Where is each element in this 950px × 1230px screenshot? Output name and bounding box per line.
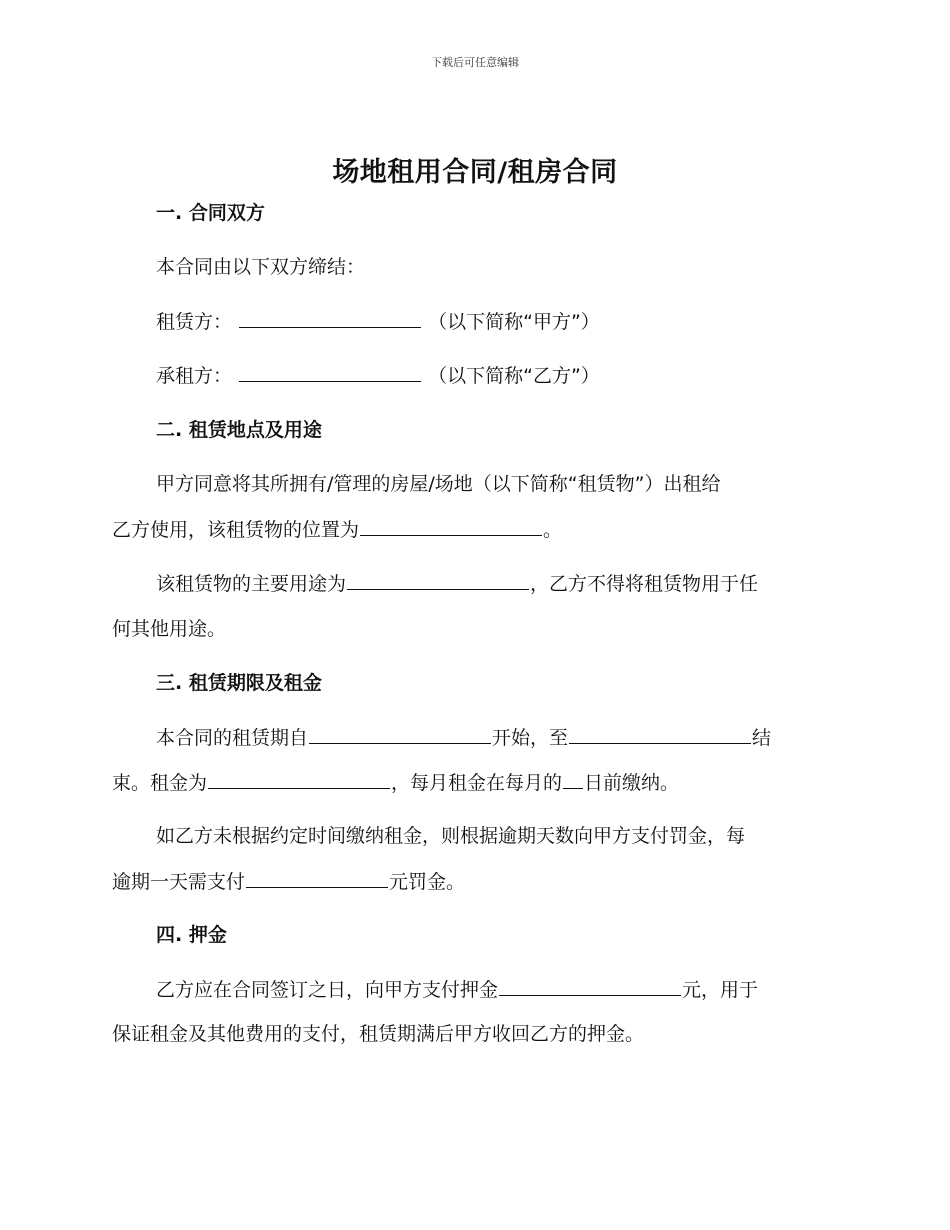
location-label: 乙方使用，该租赁物的位置为 (112, 519, 360, 541)
section-1-intro: 本合同由以下双方缔结： (156, 256, 366, 278)
lessor-suffix: （以下简称“甲方”） (428, 311, 600, 333)
header-note: 下载后可任意编辑 (431, 56, 519, 69)
lessee-label: 承租方： (156, 365, 233, 387)
section-4-heading: 四. 押金 (156, 924, 227, 946)
deposit-blank[interactable] (499, 976, 681, 996)
deposit-label: 乙方应在合同签订之日，向甲方支付押金 (156, 979, 499, 1001)
term-to-label: 开始，至 (492, 727, 569, 749)
penalty-blank[interactable] (246, 868, 388, 888)
lessee-line (156, 362, 886, 389)
section-3-heading: 三. 租赁期限及租金 (156, 672, 322, 694)
location-end: 。 (543, 519, 563, 541)
term-end-label: 结 (752, 727, 772, 749)
rent-due-end: 日前缴纳。 (584, 772, 680, 794)
section-4-p1-line2: 保证租金及其他费用的支付，租赁期满后甲方收回乙方的押金。 (112, 1023, 645, 1045)
lessor-name-blank[interactable] (239, 308, 421, 328)
term-start-label: 本合同的租赁期自 (156, 727, 309, 749)
lessor-label: 租赁方： (156, 311, 233, 333)
document-title: 场地租用合同/租房合同 (332, 157, 618, 188)
penalty-label: 逾期一天需支付 (112, 871, 246, 893)
lessee-suffix: （以下简称“乙方”） (428, 365, 600, 387)
term-start-blank[interactable] (309, 724, 491, 744)
section-3-p1-line2 (112, 769, 842, 796)
section-2-p1-line1: 甲方同意将其所拥有/管理的房屋/场地（以下简称“租赁物”）出租给 (156, 473, 721, 495)
rent-due-label: ，每月租金在每月的 (391, 772, 563, 794)
rent-label: 束。租金为 (112, 772, 208, 794)
usage-restriction: ，乙方不得将租赁物用于任 (530, 573, 759, 595)
deposit-end: 元，用于 (682, 979, 759, 1001)
section-3-p2-line1: 如乙方未根据约定时间缴纳租金，则根据逾期天数向甲方支付罚金，每 (156, 825, 746, 847)
section-2-p2-line1 (156, 570, 886, 597)
usage-label: 该租赁物的主要用途为 (156, 573, 347, 595)
section-3-p2-line2 (112, 868, 842, 895)
rent-amount-blank[interactable] (208, 769, 390, 789)
lessee-name-blank[interactable] (239, 362, 421, 382)
lessor-line (156, 308, 886, 335)
section-4-p1-line1 (156, 976, 886, 1003)
rent-due-day-blank[interactable] (563, 769, 583, 789)
section-2-p1-line2 (112, 516, 842, 543)
section-1-heading: 一. 合同双方 (156, 202, 265, 224)
section-2-p2-line2: 何其他用途。 (112, 618, 227, 640)
penalty-end: 元罚金。 (389, 871, 466, 893)
usage-blank[interactable] (347, 570, 529, 590)
section-3-p1-line1 (156, 724, 886, 751)
location-blank[interactable] (360, 516, 542, 536)
term-end-blank[interactable] (569, 724, 751, 744)
section-2-heading: 二. 租赁地点及用途 (156, 419, 322, 441)
